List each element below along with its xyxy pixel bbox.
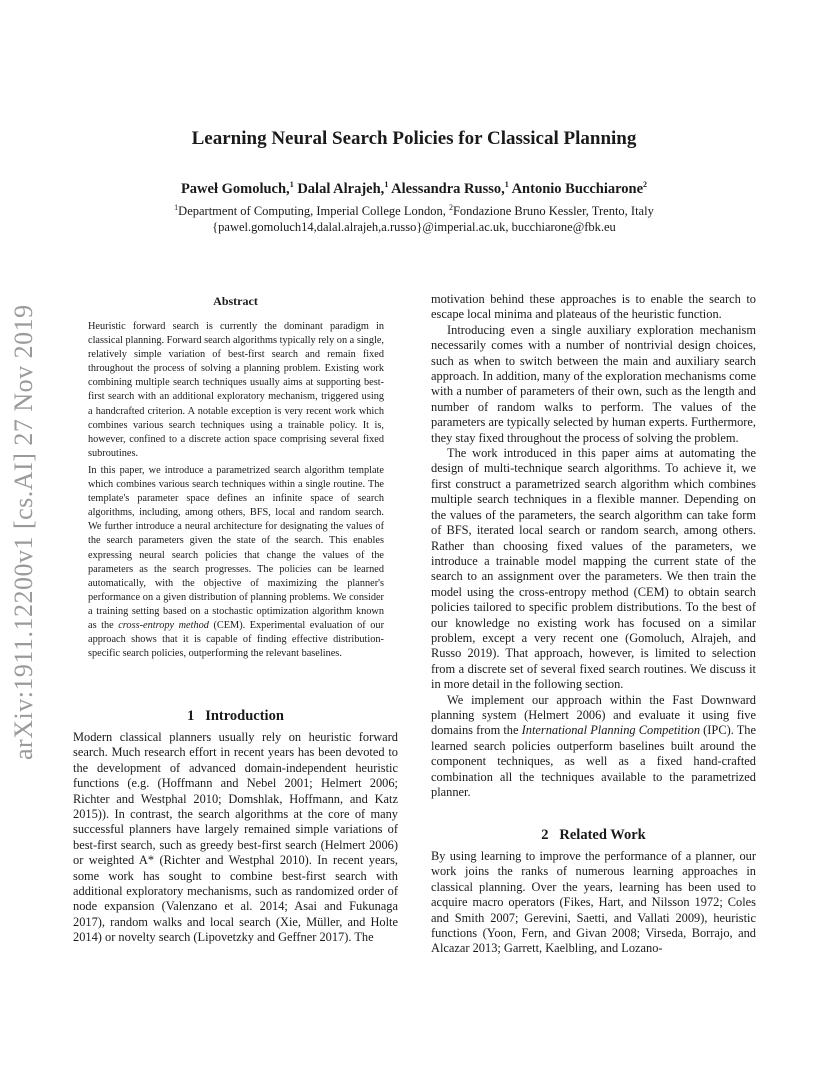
author-name: Antonio Bucchiarone: [511, 181, 644, 197]
body-paragraph: Modern classical planners usually rely on heuristic forward search. Much research effort in recent years has been devoted to the development of advanced domain-independent heuristic functions (e.g. (Hoffmann and Nebel 2001; Helmert 2006; Richter and Westphal 2010; Domshlak, Hoffmann, and Katz 2015)). In contrast, the search algorithms at the core of many successful planners have largely remained simple variations of best-first search, such as greedy best-first search (Helmert 2006) or weighted A* (Richter and Westphal 2010). In recent years, some work has sought to combine best-first search with additional exploratory mechanisms, such as randomized order of node expansion (Valenzano et al. 2014; Asai and Fukunaga 2017), random walks and local search (Xie, Müller, and Holte 2014) or novelty search (Lipovetzky and Geffner 2017). The: [73, 730, 398, 945]
body-paragraph: Introducing even a single auxiliary exploration mechanism necessarily comes with a number of nontrivial design choices, such as when to switch between the main and auxiliary search approach. In addition, many of the exploration mechanisms come with a number of parameters of their own, such as the length and number of random walks to perform. The values of the parameters are typically selected by human experts. Furthermore, they stay fixed throughout the process of solving the problem.: [431, 322, 756, 445]
text-run: We implement our approach within the Fast Downward planning system (Helmert 2006) and evaluate it using five domains from the: [431, 692, 756, 738]
abstract-paragraph: [88, 464, 384, 661]
text-run: (CEM). Experimental evaluation of our approach shows that it is capable of finding effective distribution-specific search policies, outperforming the relevant baselines.: [88, 619, 384, 660]
abstract-paragraph: Heuristic forward search is currently the dominant paradigm in classical planning. Forward search algorithms typically rely on a single, relatively simple variation of best-first search and remain fixed throughout the process of solving a planning problem. Existing work combining multiple search techniques usually aims at supporting best-first search with an additional exploratory mechanism, triggered using a handcrafted criterion. A notable exception is very recent work which combines various search techniques using a trainable policy. It is, however, confined to a discrete action space comprising several fixed subroutines.: [88, 321, 384, 459]
author-affil-mark: 2: [643, 180, 648, 190]
author-affil-mark: 1: [504, 180, 509, 190]
intro-body-left: [73, 730, 398, 946]
text-run: In this paper, we introduce a parametrized search algorithm template which combines various search techniques within a single routine. The template's parameter space defines an infinite space of search algorithms, including, among others, BFS, local and random search. We further introduce a neural architecture for designating the values of the search parameters given the state of the search. This enables expressing neural search policies that change the values of the parameters as the search progresses. The policies can be learned automatically, with the objective of maximizing the planner's performance on a given distribution of planning problems. We consider a training setting based on a stochastic optimization algorithm known as the: [88, 464, 384, 631]
author-name: Paweł Gomoluch,: [180, 181, 290, 197]
author-name: Alessandra Russo,: [391, 181, 505, 197]
affil-mark: 2: [448, 202, 453, 212]
intro-body-right: [431, 292, 756, 800]
body-paragraph: By using learning to improve the performance of a planner, our work joins the ranks of numerous learning approaches in classical planning. Over the years, learning has been used to acquire macro operators (Fikes, Hart, and Nilsson 1972; Coles and Smith 2007; Gerevini, Saetti, and Vallati 2009), heuristic functions (Yoon, Fern, and Givan 2008; Virseda, Borrajo, and Alcazar 2013; Garrett, Kaelbling, and Lozano-: [431, 849, 756, 956]
section-number: 1: [187, 708, 195, 724]
related-work-body: [431, 849, 756, 957]
body-paragraph: motivation behind these approaches is to enable the search to escape local minima and plateaus of the heuristic function.: [431, 292, 756, 322]
text-run: (IPC). The learned search policies outperform baselines built around the component techniques, as well as a fixed hand-crafted combination all the techniques available to the parametrized planner.: [431, 723, 756, 799]
section-number: 2: [541, 827, 549, 843]
section-heading-introduction: [73, 708, 398, 725]
paper-title: Learning Neural Search Policies for Classical Planning: [191, 128, 637, 149]
body-paragraph: The work introduced in this paper aims at automating the design of multi-technique search algorithms. To achieve it, we first construct a parametrized search algorithm which combines multiple search techniques in a flexible manner. Depending on the values of the parameters, the search algorithm can take form of BFS, iterated local search or random search, among others. Rather than choosing fixed values of the parameters, we introduce a trainable model mapping the current state of the search to an assignment over the parameters. We then train the model using the cross-entropy method (CEM) to obtain search policies tailored to specific problem distributions. To the best of our knowledge no existing work has focused on a similar problem, except a very recent one (Gomoluch, Alrajeh, and Russo 2019). That approach, however, is limited to selection from a discrete set of several fixed search routines. We discuss it in more detail in the following section.: [431, 446, 756, 692]
emphasis-text: International Planning Competition: [521, 723, 701, 738]
affiliations: [0, 204, 828, 219]
author-affil-mark: 1: [384, 180, 389, 190]
body-paragraph: [431, 693, 756, 801]
affil-mark: 1: [174, 202, 179, 212]
author-emails: {pawel.gomoluch14,dalal.alrajeh,a.russo}@imperial.ac.uk, bucchiarone@fbk.eu: [212, 220, 616, 234]
author-list: [0, 181, 828, 198]
section-title: Introduction: [205, 708, 284, 724]
author-name: Dalal Alrajeh,: [297, 181, 385, 197]
affil-text: Fondazione Bruno Kessler, Trento, Italy: [452, 204, 654, 218]
abstract-body: [88, 320, 384, 664]
affil-text: Department of Computing, Imperial College London,: [178, 204, 449, 218]
arxiv-stamp: arXiv:1911.12200v1 [cs.AI] 27 Nov 2019: [9, 304, 38, 760]
section-title: Related Work: [559, 827, 646, 843]
section-heading-related-work: [431, 827, 756, 844]
author-affil-mark: 1: [289, 180, 294, 190]
emphasis-text: cross-entropy method: [118, 619, 209, 631]
abstract-heading: Abstract: [213, 294, 258, 308]
